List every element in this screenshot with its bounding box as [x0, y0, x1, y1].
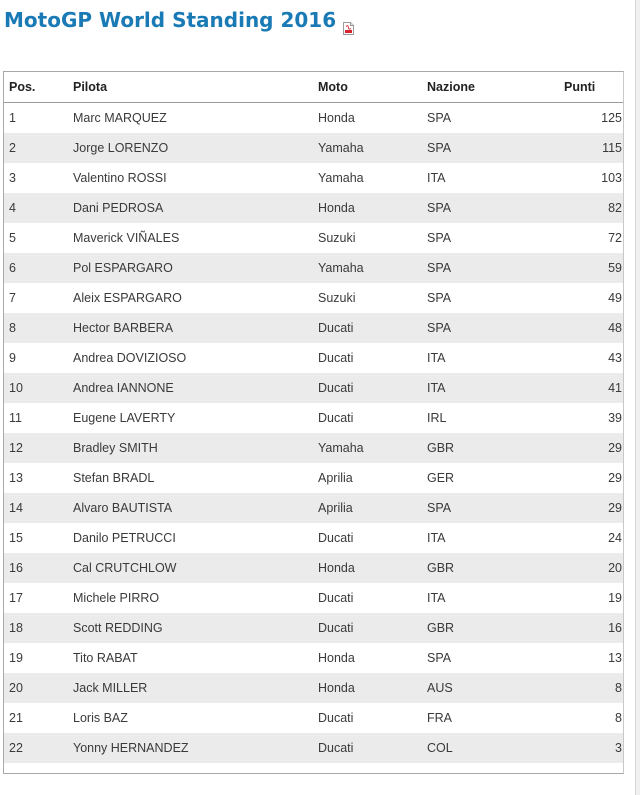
cell-moto: Honda: [318, 553, 427, 583]
table-row: [4, 493, 624, 523]
cell-pilota: Andrea DOVIZIOSO: [73, 351, 187, 365]
page-title: [4, 8, 354, 32]
cell-pos: 1: [9, 111, 16, 125]
cell-pos: 11: [9, 411, 22, 425]
cell-nazione: SPA: [427, 313, 543, 343]
pdf-icon-graphic: [343, 22, 354, 35]
cell-nazione: SPA: [427, 111, 452, 125]
table-row: [4, 673, 624, 703]
cell-nazione: SPA: [427, 253, 543, 283]
cell-punti: 125: [601, 111, 622, 125]
cell-pos: 16: [4, 553, 73, 583]
cell-nazione: SPA: [427, 133, 543, 163]
cell-nazione: COL: [427, 733, 543, 763]
cell-pos: 15: [9, 531, 23, 545]
cell-moto: Ducati: [318, 411, 354, 425]
page-title-text: MotoGP World Standing 2016: [4, 8, 337, 32]
table-row: [4, 193, 624, 223]
cell-pilota: Jack MILLER: [73, 673, 318, 703]
cell-pos: 18: [4, 613, 73, 643]
cell-nazione: SPA: [427, 231, 452, 245]
table-row: [4, 523, 624, 553]
cell-moto: Suzuki: [318, 291, 356, 305]
cell-pos: 2: [4, 133, 73, 163]
cell-pilota: Alvaro BAUTISTA: [73, 493, 318, 523]
cell-nazione: GBR: [427, 553, 543, 583]
standings-table-container: [3, 71, 624, 774]
cell-pilota: Bradley SMITH: [73, 433, 318, 463]
cell-pos: 8: [4, 313, 73, 343]
cell-moto: Ducati: [318, 591, 354, 605]
cell-pilota: Cal CRUTCHLOW: [73, 553, 318, 583]
header-punti: Punti: [543, 72, 624, 103]
cell-pilota: Danilo PETRUCCI: [73, 531, 176, 545]
cell-pilota: Loris BAZ: [73, 711, 128, 725]
cell-pilota: Eugene LAVERTY: [73, 411, 176, 425]
cell-pilota: Pol ESPARGARO: [73, 253, 318, 283]
cell-punti: 72: [608, 231, 622, 245]
cell-nazione: GBR: [427, 613, 543, 643]
cell-nazione: ITA: [427, 531, 446, 545]
cell-pos: 6: [4, 253, 73, 283]
cell-pos: 7: [9, 291, 16, 305]
cell-punti: 49: [608, 291, 622, 305]
cell-punti: 16: [543, 613, 624, 643]
cell-pos: 10: [4, 373, 73, 403]
pdf-document-icon[interactable]: [343, 16, 354, 29]
cell-moto: Ducati: [318, 373, 427, 403]
cell-punti: 39: [608, 411, 622, 425]
cell-punti: 3: [543, 733, 624, 763]
cell-punti: 13: [608, 651, 622, 665]
table-row: [4, 583, 624, 613]
cell-moto: Ducati: [318, 613, 427, 643]
table-row: [4, 223, 624, 253]
cell-moto: Ducati: [318, 733, 427, 763]
cell-punti: 59: [543, 253, 624, 283]
cell-moto: Honda: [318, 111, 355, 125]
cell-nazione: ITA: [427, 171, 446, 185]
cell-moto: Honda: [318, 193, 427, 223]
cell-pilota: Stefan BRADL: [73, 471, 155, 485]
table-row: [4, 403, 624, 433]
cell-nazione: ITA: [427, 591, 446, 605]
cell-moto: Yamaha: [318, 433, 427, 463]
cell-pilota: Maverick VIÑALES: [73, 231, 180, 245]
cell-pos: 21: [9, 711, 23, 725]
cell-pilota: Marc MARQUEZ: [73, 111, 167, 125]
cell-pilota: Hector BARBERA: [73, 313, 318, 343]
cell-nazione: FRA: [427, 711, 452, 725]
cell-pos: 9: [9, 351, 16, 365]
cell-pilota: Michele PIRRO: [73, 591, 160, 605]
cell-nazione: ITA: [427, 373, 543, 403]
cell-punti: 82: [543, 193, 624, 223]
cell-nazione: AUS: [427, 673, 543, 703]
cell-pos: 5: [9, 231, 16, 245]
cell-nazione: IRL: [427, 411, 447, 425]
table-row: [4, 103, 624, 134]
cell-punti: 48: [543, 313, 624, 343]
cell-pos: 17: [9, 591, 23, 605]
table-row: [4, 133, 624, 163]
cell-punti: 115: [543, 133, 624, 163]
cell-pilota: Dani PEDROSA: [73, 193, 318, 223]
cell-punti: 103: [601, 171, 622, 185]
cell-moto: Ducati: [318, 351, 354, 365]
cell-nazione: SPA: [427, 493, 543, 523]
cell-moto: Aprilia: [318, 471, 353, 485]
header-pos: Pos.: [4, 72, 73, 103]
header-row: [4, 72, 624, 103]
standings-table-body: [4, 103, 624, 764]
standings-table: [4, 72, 624, 763]
cell-moto: Aprilia: [318, 493, 427, 523]
table-row: [4, 703, 624, 733]
cell-punti: 29: [543, 433, 624, 463]
cell-punti: 24: [608, 531, 622, 545]
cell-pos: 20: [4, 673, 73, 703]
cell-pos: 14: [4, 493, 73, 523]
cell-pos: 3: [9, 171, 16, 185]
table-row: [4, 373, 624, 403]
cell-pos: 22: [4, 733, 73, 763]
cell-moto: Suzuki: [318, 231, 356, 245]
cell-pilota: Valentino ROSSI: [73, 171, 167, 185]
cell-moto: Yamaha: [318, 171, 364, 185]
table-row: [4, 733, 624, 763]
table-row: [4, 433, 624, 463]
cell-nazione: SPA: [427, 193, 543, 223]
cell-nazione: SPA: [427, 651, 452, 665]
cell-pos: 19: [9, 651, 23, 665]
table-row: [4, 553, 624, 583]
table-row: [4, 463, 624, 493]
table-row: [4, 313, 624, 343]
cell-pilota: Andrea IANNONE: [73, 373, 318, 403]
cell-punti: 43: [608, 351, 622, 365]
header-nazione: Nazione: [427, 72, 543, 103]
cell-pilota: Scott REDDING: [73, 613, 318, 643]
cell-moto: Yamaha: [318, 133, 427, 163]
table-row: [4, 613, 624, 643]
header-moto: Moto: [318, 72, 427, 103]
cell-punti: 8: [615, 711, 622, 725]
table-row: [4, 643, 624, 673]
cell-pilota: Yonny HERNANDEZ: [73, 733, 318, 763]
cell-pos: 12: [4, 433, 73, 463]
cell-punti: 29: [608, 471, 622, 485]
cell-nazione: GBR: [427, 433, 543, 463]
cell-moto: Ducati: [318, 711, 354, 725]
header-pilota: Pilota: [73, 72, 318, 103]
table-row: [4, 343, 624, 373]
cell-punti: 19: [608, 591, 622, 605]
cell-punti: 41: [543, 373, 624, 403]
standings-table-header: [4, 72, 624, 103]
table-row: [4, 283, 624, 313]
cell-pos: 4: [4, 193, 73, 223]
cell-punti: 29: [543, 493, 624, 523]
cell-pilota: Jorge LORENZO: [73, 133, 318, 163]
table-row: [4, 163, 624, 193]
cell-moto: Ducati: [318, 313, 427, 343]
cell-punti: 20: [543, 553, 624, 583]
cell-moto: Honda: [318, 673, 427, 703]
cell-nazione: ITA: [427, 351, 446, 365]
cell-nazione: GER: [427, 471, 455, 485]
cell-pos: 13: [9, 471, 23, 485]
cell-moto: Honda: [318, 651, 355, 665]
cell-moto: Yamaha: [318, 253, 427, 283]
cell-pilota: Tito RABAT: [73, 651, 138, 665]
cell-pilota: Aleix ESPARGARO: [73, 291, 182, 305]
table-row: [4, 253, 624, 283]
vertical-scrollbar[interactable]: [635, 0, 640, 795]
cell-moto: Ducati: [318, 531, 354, 545]
cell-punti: 8: [543, 673, 624, 703]
cell-nazione: SPA: [427, 291, 452, 305]
